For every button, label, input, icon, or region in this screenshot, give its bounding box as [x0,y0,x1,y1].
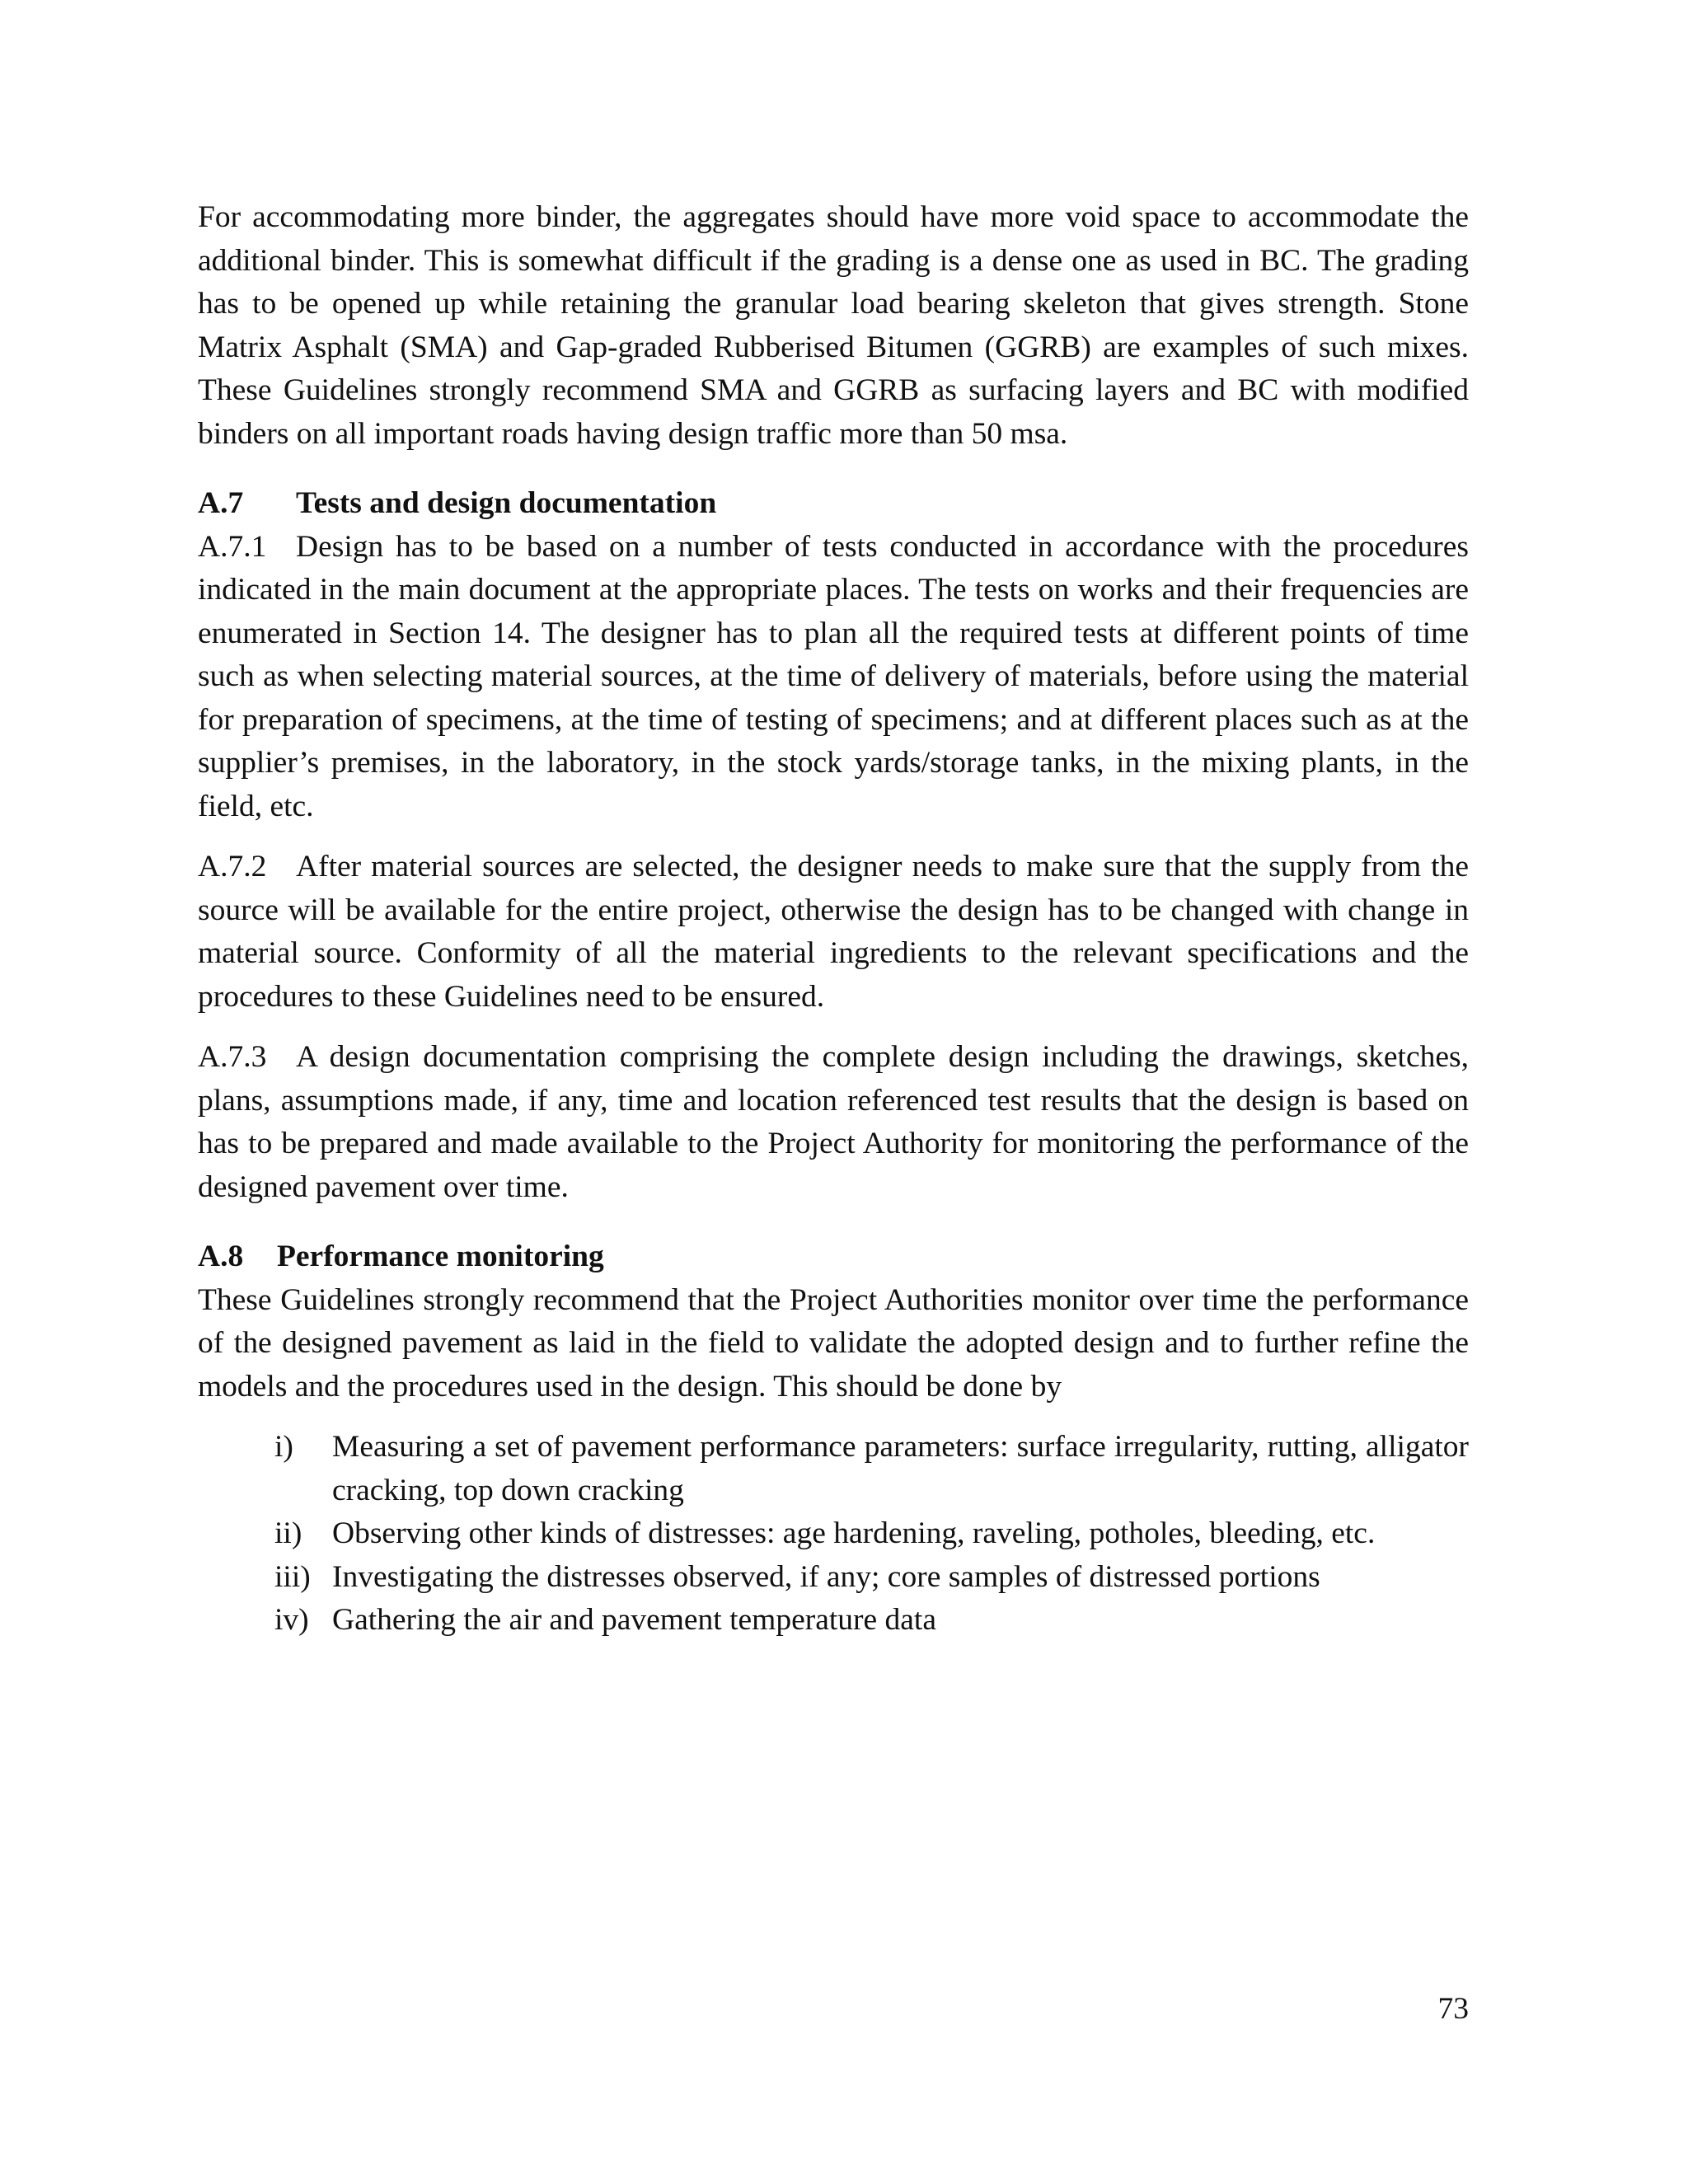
section-title: Tests and design documentation [296,486,717,520]
paragraph-text: Design has to be based on a number of tests conducted in accordance with the procedures indicated in the main document at the appropriate places. The tests on works and their frequencies are enumerated in Section 14. The designer has to plan all the required tests at different points of time such as when selecting material sources, at the time of delivery of materials, before using the material for preparation of specimens, at the time of testing of specimens; and at different places such as at the supplier’s premises, in the laboratory, in the stock yards/storage tanks, in the mixing plants, in the field, etc. [198,529,1469,823]
list-marker: iii) [274,1559,311,1594]
paragraph-text: After material sources are selected, the designer needs to make sure that the supply from the source will be available for the entire project, otherwise the design has to be changed with change in material source. Conformity of all the material ingredients to the relevant specifications and the procedures to these Guidelines need to be ensured. [198,850,1469,1014]
section-heading-a8 [198,1235,1469,1279]
paragraph-a7-3 [198,1036,1469,1209]
section-number: A.7 [198,486,244,520]
list-marker: i) [274,1430,293,1464]
list-item-text: Investigating the distresses observed, if any; core samples of distressed portions [332,1559,1320,1594]
section-number: A.8 [198,1240,244,1273]
section-title: Performance monitoring [277,1240,604,1273]
paragraph-a7-1 [198,526,1469,829]
monitoring-list [198,1426,1469,1643]
list-item [274,1512,1469,1556]
list-item [274,1556,1469,1600]
list-item-text: Gathering the air and pavement temperature data [332,1603,936,1637]
paragraph-number: A.7.1 [198,529,267,564]
paragraph-number: A.7.2 [198,850,267,883]
document-page [198,196,1469,1643]
intro-paragraph: For accommodating more binder, the aggregates should have more void space to accommodate the additional binder. This is somewhat difficult if the grading is a dense one as used in BC. The grading has to be opened up while retaining the granular load bearing skeleton that gives strength. Stone Matrix Asphalt (SMA) and Gap-graded Rubberised Bitumen (GGRB) are examples of such mixes. These Guidelines strongly recommend SMA and GGRB as surfacing layers and BC with modified binders on all important roads having design traffic more than 50 msa. [198,200,1469,451]
paragraph-a7-2 [198,846,1469,1019]
list-item-text: Measuring a set of pavement performance parameters: surface irregularity, rutting, alligator cracking, top down cracking [332,1430,1469,1507]
section-a8-intro: These Guidelines strongly recommend that the Project Authorities monitor over time the performance of the designed pavement as laid in the field to validate the adopted design and to further refine the models and the procedures used in the design. This should be done by [198,1282,1469,1404]
list-marker: iv) [274,1603,309,1637]
list-item [274,1426,1469,1512]
page-number: 73 [1437,1992,1469,2026]
list-item-text: Observing other kinds of distresses: age hardening, raveling, potholes, bleeding, etc. [332,1516,1376,1550]
paragraph-text: A design documentation comprising the complete design including the drawings, sketches, plans, assumptions made, if any, time and location referenced test results that the design is based on has to be prepared and made available to the Project Authority for monitoring the performance of the designed pavement over time. [198,1040,1469,1204]
list-marker: ii) [274,1516,302,1550]
paragraph-number: A.7.3 [198,1040,267,1074]
section-heading-a7 [198,482,1469,526]
list-item [274,1599,1469,1643]
